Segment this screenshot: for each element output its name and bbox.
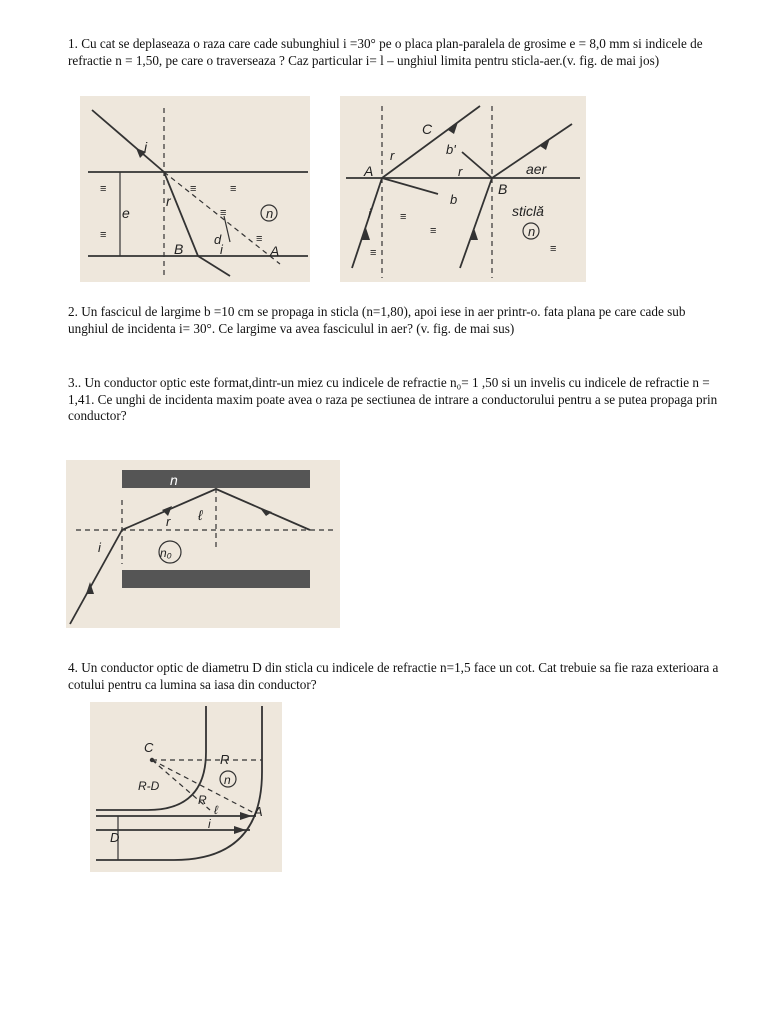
index-n-label: n [170,472,178,488]
problem-1-text: 1. Cu cat se deplaseaza o raza care cade subunghiul i =30° pe o placa plan-paralela de grosime e = 8,0 mm si indicele de refractie n = 1,50, pe care o traverseaza ? Caz particular i= l – unghiul limita pentru sticla-aer.(v. fig. de mai jos) [68,36,703,68]
index-n-label: n [224,773,231,787]
ray-to-B [460,178,492,268]
shift-d-label: d [214,232,222,247]
point-C-label: C [422,121,433,137]
problem-4-text: 4. Un conductor optic de diametru D din sticla cu indicele de refractie n=1,5 face un cot. Cat trebuie sa fie raza exterioara a cotului pentru ca lumina sa iasa din conductor? [68,660,719,692]
exit-ray [198,256,230,276]
point-B-label: B [174,241,184,257]
angle-i-label: i [368,206,371,221]
point-A-label: A [364,163,374,179]
index-n-label: n [528,224,536,239]
displacement-d [224,216,230,242]
cladding-bottom [122,570,310,588]
center-C-label: C [144,740,154,755]
thickness-e-label: e [122,205,130,221]
angle-r-label: r [166,514,171,529]
medium-aer-label: aer [526,161,547,177]
svg-text:≡: ≡ [400,211,407,223]
optical-fiber-figure [66,460,340,628]
beam-exit-figure [340,96,586,282]
radius-RD-label: R-D [138,779,160,793]
angle-r-label: r [166,193,171,209]
svg-text:≡: ≡ [100,183,107,195]
svg-text:≡: ≡ [256,233,263,245]
ray-to-A [352,178,382,268]
angle-r-label: r [390,148,395,163]
radius-R2-label: R [198,793,207,807]
incident-ray [92,110,164,172]
plate-refraction-figure [80,96,310,282]
angle-l-label: ℓ [198,507,203,523]
incident-ray [70,530,122,624]
problem-3-text: 3.. Un conductor optic este format,dintr-un miez cu indicele de refractie n₀= 1 ,50 si un invelis cu indicele de refractie n = 1,41. Ce unghi de incidenta maxim poate avea o raza pe sectiunea de intrare a conductorului pentru a se putea propaga prin conductor? [68,375,718,423]
medium-sticla-label: sticlă [512,203,544,219]
exit-ray-A [382,106,480,178]
svg-text:≡: ≡ [550,243,557,255]
angle-i-label: i [208,817,211,831]
index-n0-label: n₀ [160,546,172,560]
angle-r2-label: r [458,164,463,179]
point-A-label: A [254,804,263,819]
point-A-label: A [270,243,280,259]
index-n-label: n [266,206,274,221]
angle-l-label: ℓ [214,803,218,817]
angle-i-label: i [144,139,148,155]
width-b-prime-line [462,152,492,178]
problem-2-text: 2. Un fascicul de largime b =10 cm se propaga in sticla (n=1,80), apoi iese in aer printr-o. fata plana pe care cade sub unghiul de incidenta i= 30°. Ce largime va avea fasciculul in aer? (v. fig. de mai sus) [68,304,686,336]
cladding-top [122,470,310,488]
angle-i2-label: i [220,242,223,257]
svg-text:≡: ≡ [190,183,197,195]
bent-fiber-figure [90,702,282,872]
svg-text:≡: ≡ [220,207,227,219]
svg-text:≡: ≡ [230,183,237,195]
svg-text:≡: ≡ [370,247,377,259]
point-B-label: B [498,181,508,197]
width-b-label: b [450,192,458,207]
width-b-line [382,178,438,194]
outer-wall [96,706,262,860]
angle-i-label: i [98,540,101,555]
svg-text:≡: ≡ [430,225,437,237]
inner-wall [96,706,206,810]
diameter-D-label: D [110,830,120,845]
width-b-prime-label: b' [446,142,456,157]
svg-text:≡: ≡ [100,229,107,241]
radius-R-label: R [220,752,230,767]
